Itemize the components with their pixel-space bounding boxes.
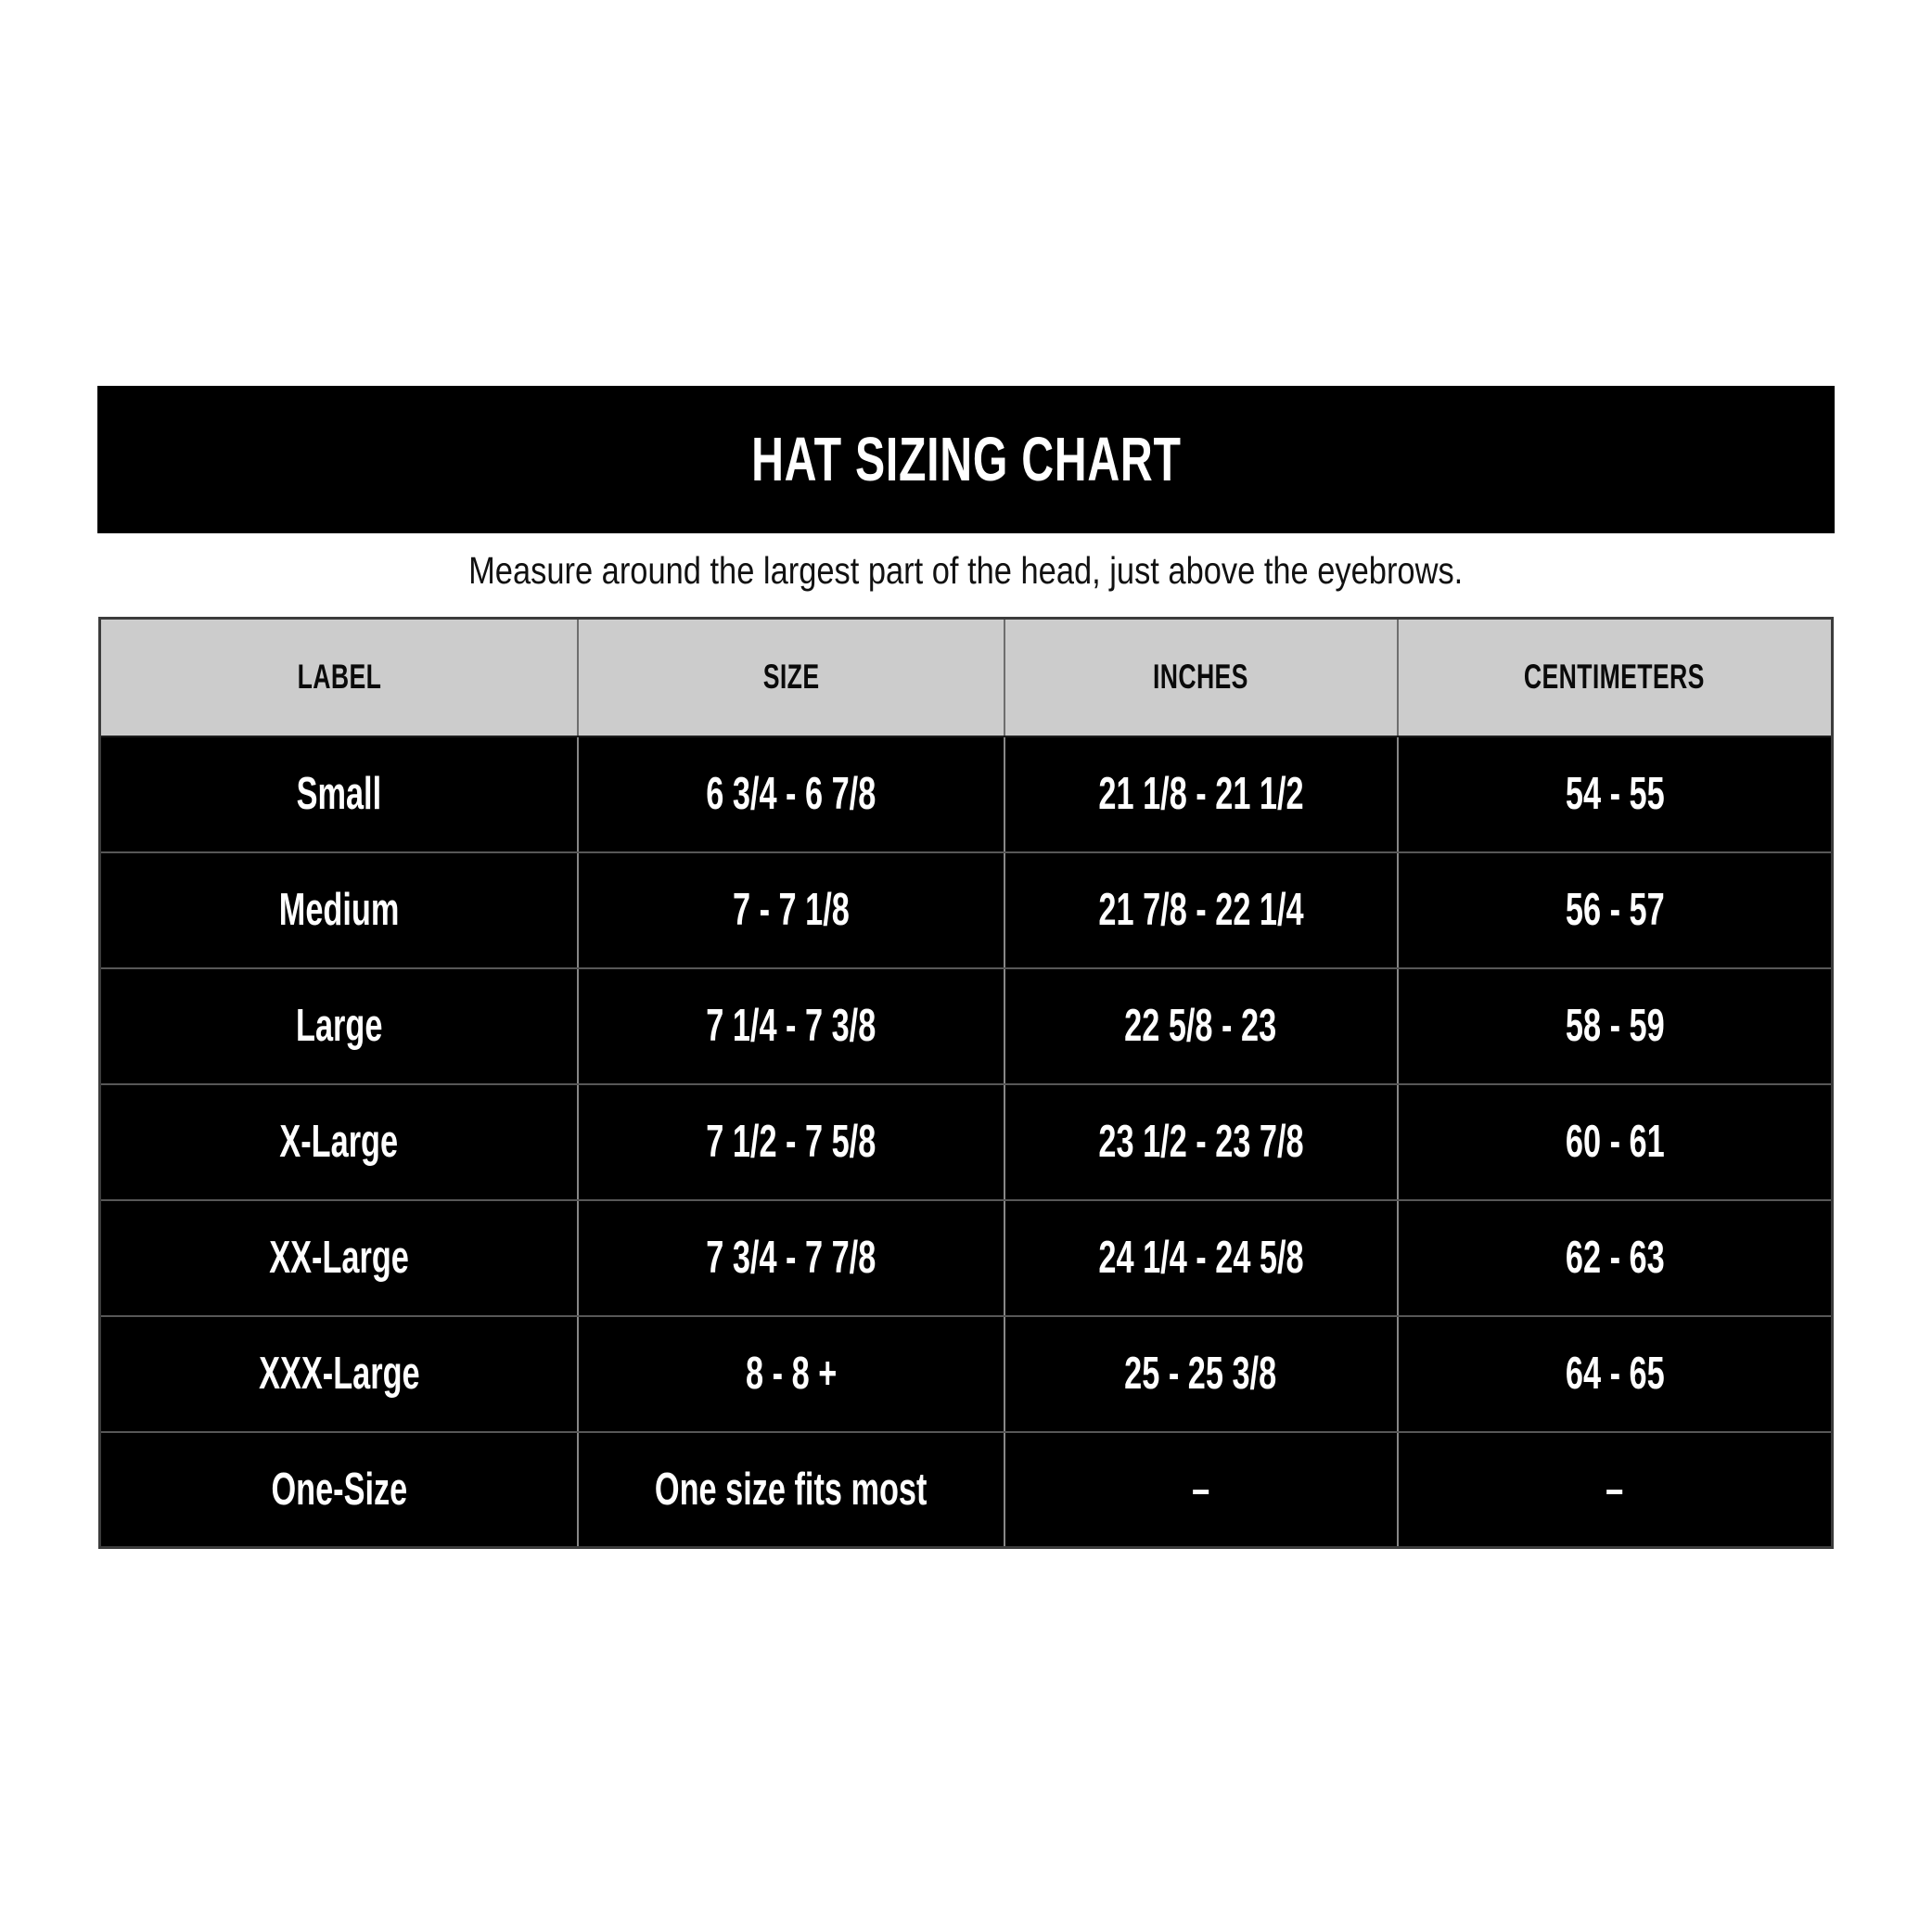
cell-inches: 25 - 25 3/8 xyxy=(1124,1349,1277,1399)
table-header xyxy=(100,619,1833,736)
table-cell xyxy=(1004,1084,1398,1200)
table-row-small xyxy=(100,736,1833,852)
cell-centimeters: 62 - 63 xyxy=(1565,1233,1665,1283)
table-row-medium xyxy=(100,852,1833,968)
cell-label: Medium xyxy=(278,885,400,935)
cell-centimeters: 60 - 61 xyxy=(1565,1117,1665,1167)
table-cell xyxy=(1398,1316,1833,1432)
table-row-xxx-large xyxy=(100,1316,1833,1432)
table-cell xyxy=(578,1316,1004,1432)
table-cell xyxy=(100,852,579,968)
column-header-centimeters xyxy=(1398,619,1833,736)
cell-centimeters: – xyxy=(1606,1464,1624,1515)
column-header-size xyxy=(578,619,1004,736)
table-cell xyxy=(1004,1316,1398,1432)
table-cell xyxy=(1398,968,1833,1084)
cell-label: One-Size xyxy=(271,1464,407,1515)
cell-centimeters: 58 - 59 xyxy=(1565,1001,1665,1051)
header-row xyxy=(100,619,1833,736)
cell-label: XXX-Large xyxy=(258,1349,420,1399)
table-row-x-large xyxy=(100,1084,1833,1200)
cell-size: 7 3/4 - 7 7/8 xyxy=(706,1233,876,1283)
table-cell xyxy=(578,968,1004,1084)
cell-size: 7 1/4 - 7 3/8 xyxy=(706,1001,876,1051)
cell-size: 7 1/2 - 7 5/8 xyxy=(706,1117,876,1167)
table-cell xyxy=(100,968,579,1084)
table-row-one-size xyxy=(100,1432,1833,1548)
cell-inches: 23 1/2 - 23 7/8 xyxy=(1097,1117,1304,1167)
table-cell xyxy=(1398,1200,1833,1316)
cell-size: 7 - 7 1/8 xyxy=(732,885,850,935)
table-cell xyxy=(100,1200,579,1316)
column-header-inches-text: INCHES xyxy=(1153,658,1249,697)
table-cell xyxy=(1398,736,1833,852)
table-cell xyxy=(1004,736,1398,852)
cell-size: 8 - 8 + xyxy=(745,1349,837,1399)
cell-label: Large xyxy=(295,1001,383,1051)
table-body xyxy=(100,736,1833,1548)
cell-label: Small xyxy=(296,769,382,819)
table-cell xyxy=(1004,852,1398,968)
column-header-size-text: SIZE xyxy=(762,658,820,697)
table-cell xyxy=(578,1432,1004,1548)
cell-centimeters: 54 - 55 xyxy=(1565,769,1665,819)
cell-centimeters: 64 - 65 xyxy=(1565,1349,1665,1399)
cell-inches: – xyxy=(1192,1464,1210,1515)
table-cell xyxy=(578,1084,1004,1200)
cell-label: X-Large xyxy=(279,1117,399,1167)
table-cell xyxy=(1398,852,1833,968)
table-cell xyxy=(100,1316,579,1432)
cell-centimeters: 56 - 57 xyxy=(1565,885,1665,935)
cell-label: XX-Large xyxy=(269,1233,409,1283)
table-cell xyxy=(578,736,1004,852)
table-row-xx-large xyxy=(100,1200,1833,1316)
column-header-label xyxy=(100,619,579,736)
table-cell xyxy=(578,852,1004,968)
table-cell xyxy=(100,1432,579,1548)
table-cell xyxy=(1004,1200,1398,1316)
cell-inches: 24 1/4 - 24 5/8 xyxy=(1097,1233,1304,1283)
column-header-inches xyxy=(1004,619,1398,736)
table-cell xyxy=(1398,1084,1833,1200)
title-banner xyxy=(97,386,1835,533)
table-cell xyxy=(100,1084,579,1200)
column-header-label-text: LABEL xyxy=(297,658,381,697)
cell-inches: 21 1/8 - 21 1/2 xyxy=(1097,769,1304,819)
table-cell xyxy=(578,1200,1004,1316)
cell-inches: 22 5/8 - 23 xyxy=(1124,1001,1277,1051)
table-cell xyxy=(1398,1432,1833,1548)
subtitle-row xyxy=(0,549,1932,593)
table-cell xyxy=(1004,968,1398,1084)
table-cell xyxy=(1004,1432,1398,1548)
cell-size: One size fits most xyxy=(655,1464,928,1515)
cell-size: 6 3/4 - 6 7/8 xyxy=(706,769,876,819)
hat-sizing-table xyxy=(98,617,1834,1549)
cell-inches: 21 7/8 - 22 1/4 xyxy=(1097,885,1304,935)
measurement-instruction: Measure around the largest part of the head, just above the eyebrows. xyxy=(468,549,1464,592)
column-header-centimeters-text: CENTIMETERS xyxy=(1524,658,1706,697)
page-title: HAT SIZING CHART xyxy=(750,425,1182,494)
table-row-large xyxy=(100,968,1833,1084)
table-cell xyxy=(100,736,579,852)
